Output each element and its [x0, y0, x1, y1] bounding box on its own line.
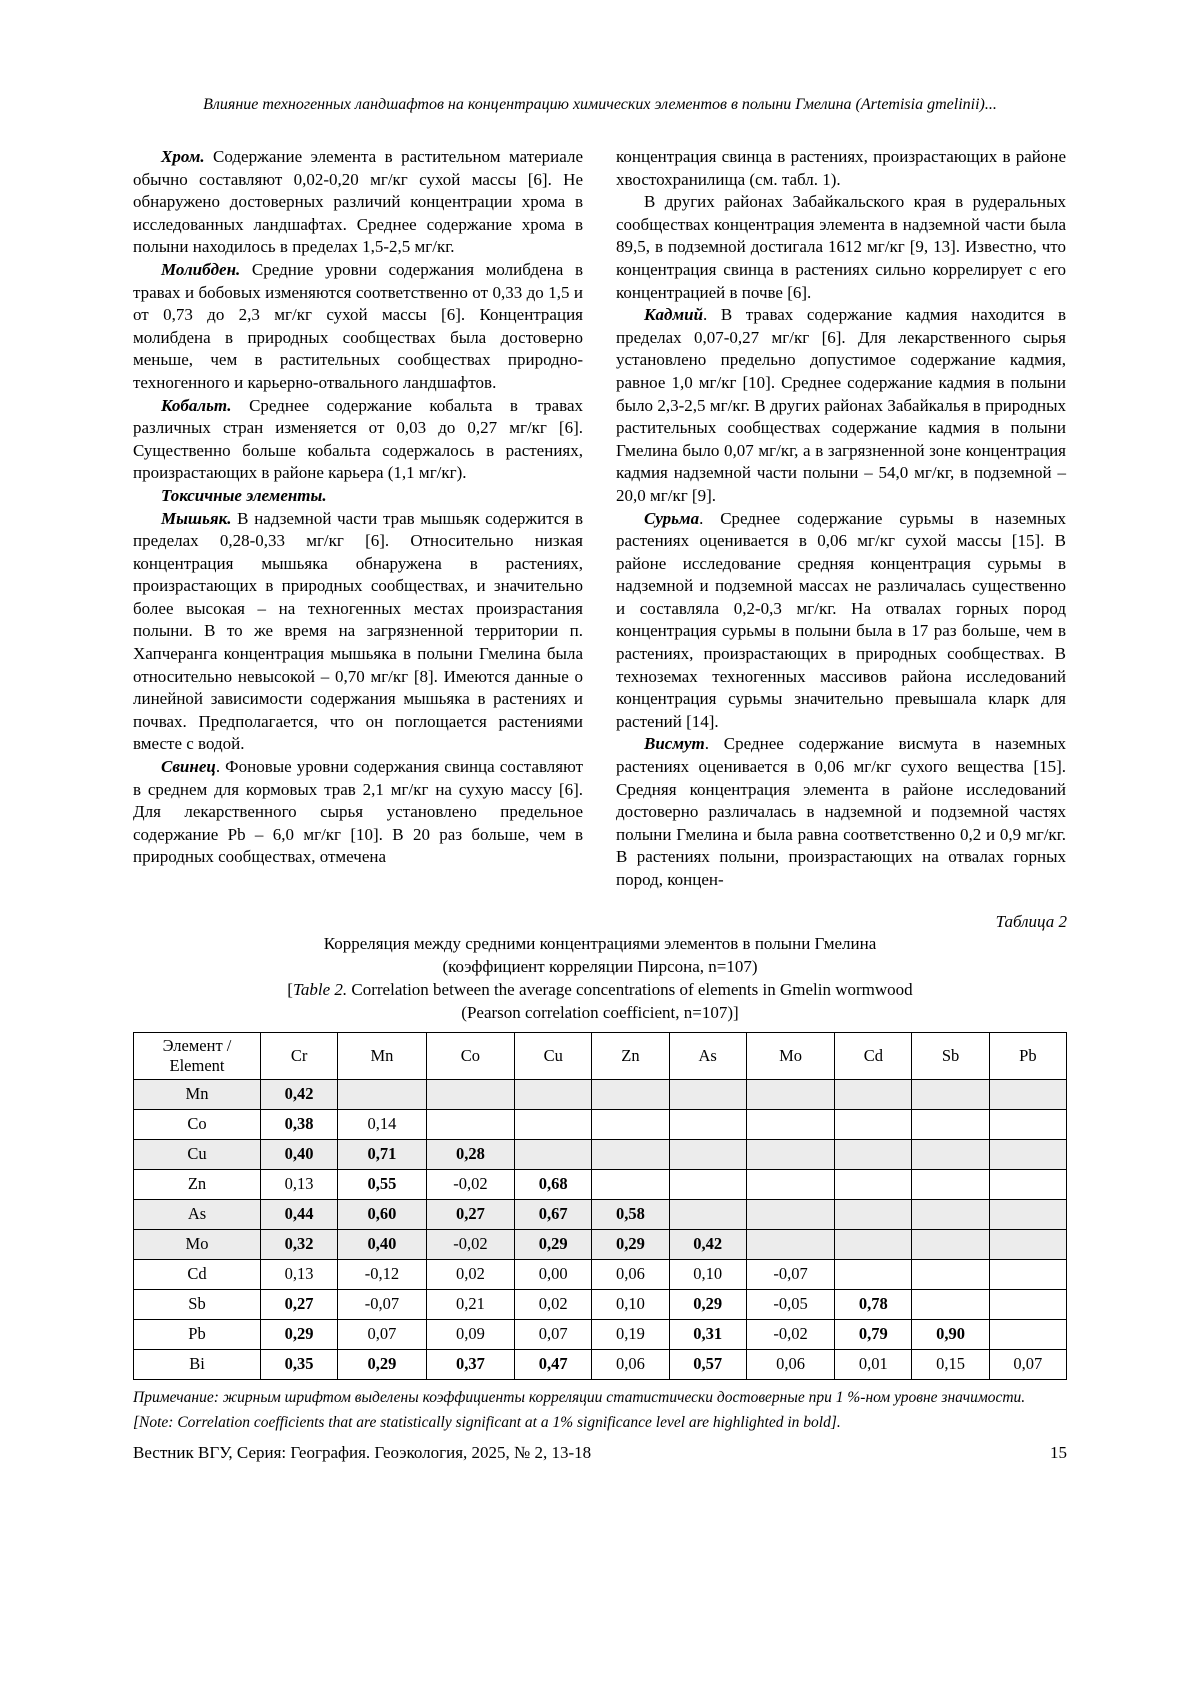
- correlation-cell: 0,28: [426, 1139, 514, 1169]
- correlation-cell: [989, 1199, 1066, 1229]
- correlation-table-head: [134, 1032, 1067, 1079]
- correlation-cell: -0,02: [426, 1169, 514, 1199]
- correlation-cell: [746, 1169, 834, 1199]
- correlation-cell: [835, 1199, 912, 1229]
- paragraph-svinec-continued: концентрация свинца в растениях, произрастающих в районе хвостохранилища (см. табл. 1).: [616, 147, 1066, 189]
- correlation-cell: 0,27: [261, 1289, 338, 1319]
- correlation-cell: 0,68: [515, 1169, 592, 1199]
- correlation-cell: 0,90: [912, 1319, 989, 1349]
- row-element-label: As: [134, 1199, 261, 1229]
- correlation-cell: -0,02: [746, 1319, 834, 1349]
- correlation-cell: [515, 1109, 592, 1139]
- table-row-mn: [134, 1079, 1067, 1109]
- correlation-cell: 0,67: [515, 1199, 592, 1229]
- correlation-cell: [989, 1109, 1066, 1139]
- left-column: [133, 146, 583, 892]
- correlation-cell: 0,42: [669, 1229, 746, 1259]
- correlation-cell: [426, 1109, 514, 1139]
- two-column-body: [133, 146, 1067, 892]
- table-row-as: [134, 1199, 1067, 1229]
- paragraph-surma: Сурьма. Среднее содержание сурьмы в наземных растениях оценивается в 0,06 мг/кг сухой массы [15]. В районе исследование средняя концентрация сурьмы в надземной и подземной массах не различалась существенно и составляла 0,2-0,3 мг/кг. На отвалах горных пород концентрация сурьмы в полыни была в 17 раз больше, чем в растениях, произрастающих в природных сообществах. В техноземах техногенных массивов района исследований концентрация сурьмы значительно превышала кларк для растений [14].: [616, 508, 1066, 731]
- table-row-mo: [134, 1229, 1067, 1259]
- column-header-mo: Mo: [746, 1032, 834, 1079]
- row-element-label: Mo: [134, 1229, 261, 1259]
- table-row-cu: [134, 1139, 1067, 1169]
- table-note-ru: Примечание: жирным шрифтом выделены коэффициенты корреляции статистически достоверные при 1 %-ном уровне значимости.: [133, 1388, 1026, 1406]
- correlation-cell: [912, 1259, 989, 1289]
- page-footer: [133, 1443, 1067, 1463]
- column-header-element: Элемент / Element: [134, 1032, 261, 1079]
- correlation-cell: [592, 1109, 669, 1139]
- table-number-label: Таблица 2: [995, 911, 1067, 931]
- correlation-cell: [669, 1079, 746, 1109]
- correlation-cell: 0,01: [835, 1349, 912, 1379]
- paragraph-lead: Кадмий: [644, 305, 704, 325]
- correlation-cell: [669, 1199, 746, 1229]
- correlation-cell: 0,02: [515, 1289, 592, 1319]
- caption-bracket: [: [287, 979, 293, 999]
- column-header-mn: Mn: [338, 1032, 426, 1079]
- table-caption-ru-line1: Корреляция между средними концентрациями элементов в полыни Гмелина: [323, 933, 877, 953]
- row-element-label: Pb: [134, 1319, 261, 1349]
- correlation-cell: -0,12: [338, 1259, 426, 1289]
- correlation-cell: -0,07: [338, 1289, 426, 1319]
- page-content: [133, 96, 1067, 1433]
- correlation-cell: 0,21: [426, 1289, 514, 1319]
- paragraph-lead: Мышьяк.: [161, 508, 232, 528]
- correlation-cell: [835, 1079, 912, 1109]
- row-element-label: Sb: [134, 1289, 261, 1319]
- column-header-sb: Sb: [912, 1032, 989, 1079]
- paragraph-kadmiy: Кадмий. В травах содержание кадмия находится в пределах 0,07-0,27 мг/кг [6]. Для лекарственного сырья установлено предельно допустимое содержание кадмия, равное 1,0 мг/кг [10]. Среднее содержание кадмия в полыни было 2,3-2,5 мг/кг. В других районах Забайкалья в природных растительных сообществах содержание кадмия в полыни Гмелина было 0,07 мг/кг, а в загрязненной зоне концентрация кадмия надземной части полыни – 54,0 мг/кг, в подземной – 20,0 мг/кг [9].: [616, 305, 1066, 505]
- correlation-cell: 0,02: [426, 1259, 514, 1289]
- correlation-cell: 0,29: [338, 1349, 426, 1379]
- header-row: [134, 1032, 1067, 1079]
- correlation-cell: -0,02: [426, 1229, 514, 1259]
- paragraph-lead: Висмут: [644, 734, 705, 754]
- correlation-cell: 0,00: [515, 1259, 592, 1289]
- correlation-cell: 0,55: [338, 1169, 426, 1199]
- correlation-table: [133, 1032, 1067, 1380]
- correlation-cell: [338, 1079, 426, 1109]
- correlation-cell: [746, 1199, 834, 1229]
- correlation-cell: [835, 1169, 912, 1199]
- table-caption-en-line2: (Pearson correlation coefficient, n=107)]: [461, 1002, 739, 1022]
- correlation-cell: [592, 1169, 669, 1199]
- table-row-bi: [134, 1349, 1067, 1379]
- correlation-cell: [515, 1139, 592, 1169]
- correlation-cell: 0,31: [669, 1319, 746, 1349]
- correlation-cell: 0,71: [338, 1139, 426, 1169]
- correlation-cell: [426, 1079, 514, 1109]
- correlation-cell: [515, 1079, 592, 1109]
- correlation-cell: [835, 1139, 912, 1169]
- correlation-cell: [746, 1229, 834, 1259]
- correlation-cell: [989, 1319, 1066, 1349]
- correlation-cell: [912, 1199, 989, 1229]
- correlation-cell: 0,37: [426, 1349, 514, 1379]
- correlation-cell: [746, 1139, 834, 1169]
- table-row-co: [134, 1109, 1067, 1139]
- correlation-cell: 0,29: [592, 1229, 669, 1259]
- journal-reference: Вестник ВГУ, Серия: География. Геоэкология, 2025, № 2, 13-18: [133, 1443, 592, 1462]
- correlation-cell: [989, 1139, 1066, 1169]
- correlation-cell: 0,07: [515, 1319, 592, 1349]
- correlation-cell: [912, 1139, 989, 1169]
- correlation-cell: 0,78: [835, 1289, 912, 1319]
- table-row-zn: [134, 1169, 1067, 1199]
- paragraph-lead: Свинец: [161, 757, 216, 777]
- correlation-cell: 0,15: [912, 1349, 989, 1379]
- table-caption-ru-line2: (коэффициент корреляции Пирсона, n=107): [442, 956, 758, 976]
- correlation-cell: [912, 1229, 989, 1259]
- row-element-label: Bi: [134, 1349, 261, 1379]
- page-number: 15: [1050, 1443, 1067, 1462]
- correlation-cell: 0,32: [261, 1229, 338, 1259]
- caption-table-ref: Table 2.: [292, 979, 348, 999]
- paragraph-toxic-heading: [133, 485, 583, 508]
- column-header-co: Co: [426, 1032, 514, 1079]
- correlation-cell: 0,27: [426, 1199, 514, 1229]
- paragraph-svinec: Свинец. Фоновые уровни содержания свинца составляют в среднем для кормовых трав 2,1 мг/кг на сухую массу [6]. Для лекарственного сырья установлено предельное содержание Pb – 6,0 мг/кг [10]. В 20 раз больше, чем в природных сообществах, отмечена: [133, 757, 583, 867]
- correlation-cell: [835, 1259, 912, 1289]
- correlation-cell: [669, 1139, 746, 1169]
- paragraph-vismut: Висмут. Среднее содержание висмута в наземных растениях оценивается в 0,06 мг/кг сухого вещества [15]. Средняя концентрация элемента в районе исследований достоверно различалась в надземной и подземной частях полыни Гмелина и была равна соответственно 0,2 и 0,9 мг/кг. В растениях полыни, произрастающих на отвалах горных пород, концен-: [616, 734, 1066, 889]
- running-head: Влияние техногенных ландшафтов на концентрацию химических элементов в полыни Гмелина (Artemisia gmelinii)...: [203, 96, 997, 113]
- table-row-cd: [134, 1259, 1067, 1289]
- paragraph-svinec-other-regions: В других районах Забайкальского края в рудеральных сообществах концентрация элемента в надземной части была 89,5, в подземной достигала 1612 мг/кг [9, 13]. Известно, что концентрация свинца в растениях сильно коррелирует с его концентрацией в почве [6].: [616, 192, 1066, 302]
- correlation-cell: 0,19: [592, 1319, 669, 1349]
- correlation-cell: 0,57: [669, 1349, 746, 1379]
- paragraph-lead: Хром.: [161, 147, 205, 166]
- paragraph-molybden: Молибден. Средние уровни содержания молибдена в травах и бобовых изменяются соответственно от 0,33 до 1,5 и от 0,73 до 2,3 мг/кг сухой массы [6]. Концентрация молибдена в природных сообществах была достоверно меньше, чем в растительных сообществах природно-техногенного и карьерно-отвального ландшафтов.: [133, 259, 583, 392]
- paragraph-lead: Токсичные элементы.: [161, 485, 327, 505]
- correlation-cell: 0,14: [338, 1109, 426, 1139]
- correlation-cell: [989, 1169, 1066, 1199]
- correlation-cell: 0,10: [669, 1259, 746, 1289]
- correlation-cell: 0,07: [338, 1319, 426, 1349]
- row-element-label: Co: [134, 1109, 261, 1139]
- correlation-cell: 0,47: [515, 1349, 592, 1379]
- paragraph-lead: Молибден.: [161, 259, 241, 279]
- correlation-cell: 0,09: [426, 1319, 514, 1349]
- correlation-cell: [912, 1109, 989, 1139]
- row-element-label: Cd: [134, 1259, 261, 1289]
- row-element-label: Cu: [134, 1139, 261, 1169]
- correlation-cell: [989, 1259, 1066, 1289]
- correlation-cell: [989, 1289, 1066, 1319]
- column-header-zn: Zn: [592, 1032, 669, 1079]
- correlation-cell: 0,40: [261, 1139, 338, 1169]
- correlation-cell: -0,07: [746, 1259, 834, 1289]
- row-element-label: Mn: [134, 1079, 261, 1109]
- paragraph-kobalt: Кобальт. Среднее содержание кобальта в травах различных стран изменяется от 0,03 до 0,27 мг/кг [6]. Существенно больше кобальта содержалось в растениях, произрастающих в районе карьера (1,1 мг/кг).: [133, 395, 583, 483]
- correlation-cell: 0,40: [338, 1229, 426, 1259]
- correlation-cell: -0,05: [746, 1289, 834, 1319]
- correlation-cell: [912, 1289, 989, 1319]
- correlation-cell: 0,79: [835, 1319, 912, 1349]
- paragraph-lead: Сурьма: [644, 508, 700, 528]
- caption-en-text: Correlation between the average concentrations of elements in Gmelin wormwood: [347, 979, 913, 999]
- right-column: [616, 146, 1066, 892]
- correlation-cell: 0,58: [592, 1199, 669, 1229]
- correlation-cell: [989, 1229, 1066, 1259]
- correlation-cell: [669, 1109, 746, 1139]
- correlation-cell: 0,42: [261, 1079, 338, 1109]
- table-note-en: [Note: Correlation coefficients that are statistically significant at a 1% significance level are highlighted in bold].: [133, 1413, 841, 1431]
- correlation-cell: 0,10: [592, 1289, 669, 1319]
- correlation-cell: 0,29: [669, 1289, 746, 1319]
- correlation-cell: [746, 1109, 834, 1139]
- correlation-cell: [912, 1079, 989, 1109]
- correlation-cell: 0,29: [515, 1229, 592, 1259]
- correlation-cell: 0,06: [746, 1349, 834, 1379]
- table-row-sb: [134, 1289, 1067, 1319]
- paragraph-lead: Кобальт.: [161, 395, 232, 415]
- correlation-cell: 0,13: [261, 1259, 338, 1289]
- correlation-cell: 0,35: [261, 1349, 338, 1379]
- correlation-cell: 0,06: [592, 1349, 669, 1379]
- correlation-cell: 0,38: [261, 1109, 338, 1139]
- correlation-cell: 0,07: [989, 1349, 1066, 1379]
- correlation-cell: [989, 1079, 1066, 1109]
- column-header-as: As: [669, 1032, 746, 1079]
- table-row-pb: [134, 1319, 1067, 1349]
- correlation-cell: [592, 1079, 669, 1109]
- column-header-cd: Cd: [835, 1032, 912, 1079]
- correlation-cell: [835, 1109, 912, 1139]
- correlation-cell: [912, 1169, 989, 1199]
- paragraph-chrom: Хром. Содержание элемента в растительном материале обычно составляют 0,02-0,20 мг/кг сухой массы [6]. Не обнаружено достоверных различий концентрации хрома в исследованных ландшафтах. Среднее содержание хрома в полыни находилось в пределах 1,5-2,5 мг/кг.: [133, 147, 583, 257]
- table-caption-en-line1: [133, 978, 1067, 1001]
- correlation-cell: [835, 1229, 912, 1259]
- correlation-cell: [592, 1139, 669, 1169]
- column-header-pb: Pb: [989, 1032, 1066, 1079]
- correlation-cell: [669, 1169, 746, 1199]
- column-header-cu: Cu: [515, 1032, 592, 1079]
- paragraph-myshyak: Мышьяк. В надземной части трав мышьяк содержится в пределах 0,28-0,33 мг/кг [6]. Относительно низкая концентрация мышьяка обнаружена в растениях, произрастающих в природных сообществах, и значительно более высокая – на техногенных местах произрастания полыни. В то же время на загрязненной территории п. Хапчеранга концентрация мышьяка в полыни Гмелина была относительно невысокой – 0,70 мг/кг [8]. Имеются данные о линейной зависимости содержания мышьяка в растениях и почвах. Предполагается, что он поглощается растениями вместе с водой.: [133, 508, 583, 754]
- correlation-table-body: [134, 1079, 1067, 1379]
- correlation-cell: [746, 1079, 834, 1109]
- correlation-cell: 0,13: [261, 1169, 338, 1199]
- row-element-label: Zn: [134, 1169, 261, 1199]
- correlation-cell: 0,60: [338, 1199, 426, 1229]
- column-header-cr: Cr: [261, 1032, 338, 1079]
- correlation-cell: 0,44: [261, 1199, 338, 1229]
- correlation-cell: 0,29: [261, 1319, 338, 1349]
- correlation-cell: 0,06: [592, 1259, 669, 1289]
